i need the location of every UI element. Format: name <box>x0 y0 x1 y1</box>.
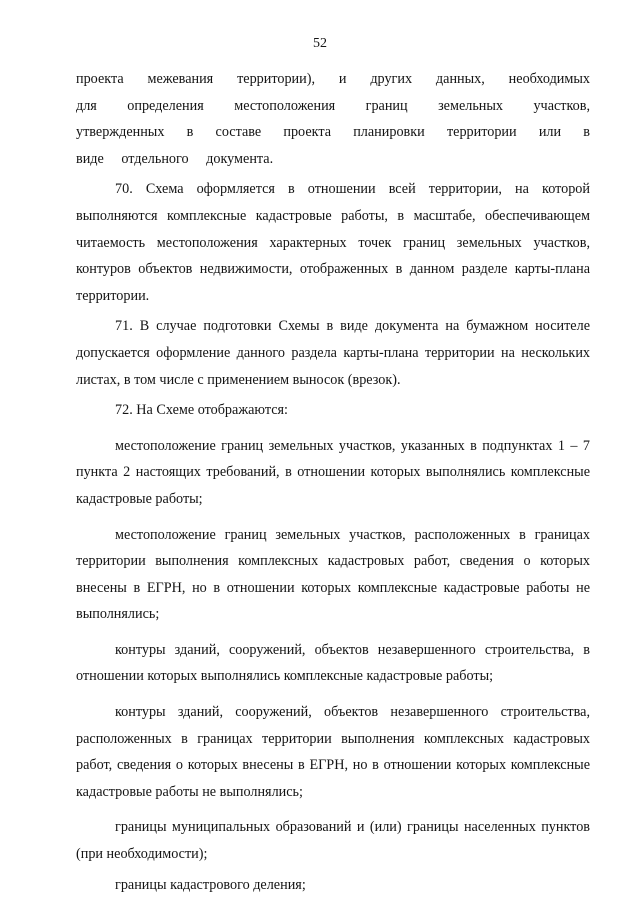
list-item-egrn-parcel-boundaries: местоположение границ земельных участков, расположенных в границах территории выполнения комплексных кадастровых работ, сведения о которых внесены в ЕГРН, но в отношении которых комплексные кадастровые работы не выполнялись; <box>76 526 590 623</box>
list-item-cadastral-division: границы кадастрового деления; <box>115 876 306 893</box>
document-body <box>76 66 590 902</box>
list-item-building-contours: контуры зданий, сооружений, объектов незавершенного строительства, в отношении которых выполнялись комплексные кадастровые работы; <box>76 641 590 685</box>
paragraph-70: 70. Схема оформляется в отношении всей территории, на которой выполняются комплексные кадастровые работы, в масштабе, обеспечивающем читаемость местоположения характерных точек границ земельных участков, контуров объектов недвижимости, отображенных в данном разделе карты-плана территории. <box>76 181 590 304</box>
list-item-egrn-building-contours: контуры зданий, сооружений, объектов незавершенного строительства, расположенных в границах территории выполнения комплексных кадастровых работ, сведения о которых внесены в ЕГРН, но в отношении которых комплексные кадастровые работы не выполнялись; <box>76 704 590 800</box>
paragraph-71: 71. В случае подготовки Схемы в виде документа на бумажном носителе допускается оформление данного раздела карты-плана территории на нескольких листах, в том числе с применением выносок (врезок). <box>76 318 590 388</box>
paragraph-72: 72. На Схеме отображаются: <box>115 402 288 419</box>
list-item-parcel-boundaries: местоположение границ земельных участков, указанных в подпунктах 1 – 7 пункта 2 настоящих требований, в отношении которых выполнялись комплексные кадастровые работы; <box>76 437 590 507</box>
page-number: 52 <box>313 36 327 51</box>
list-item-municipal-boundaries: границы муниципальных образований и (или) границы населенных пунктов (при необходимости); <box>76 819 590 863</box>
paragraph-continuation: проекта межевания территории), и других данных, необходимых для определения местоположения границ земельных участков, утвержденных в составе проекта планировки территории или в виде отдельного документа. <box>76 71 590 167</box>
